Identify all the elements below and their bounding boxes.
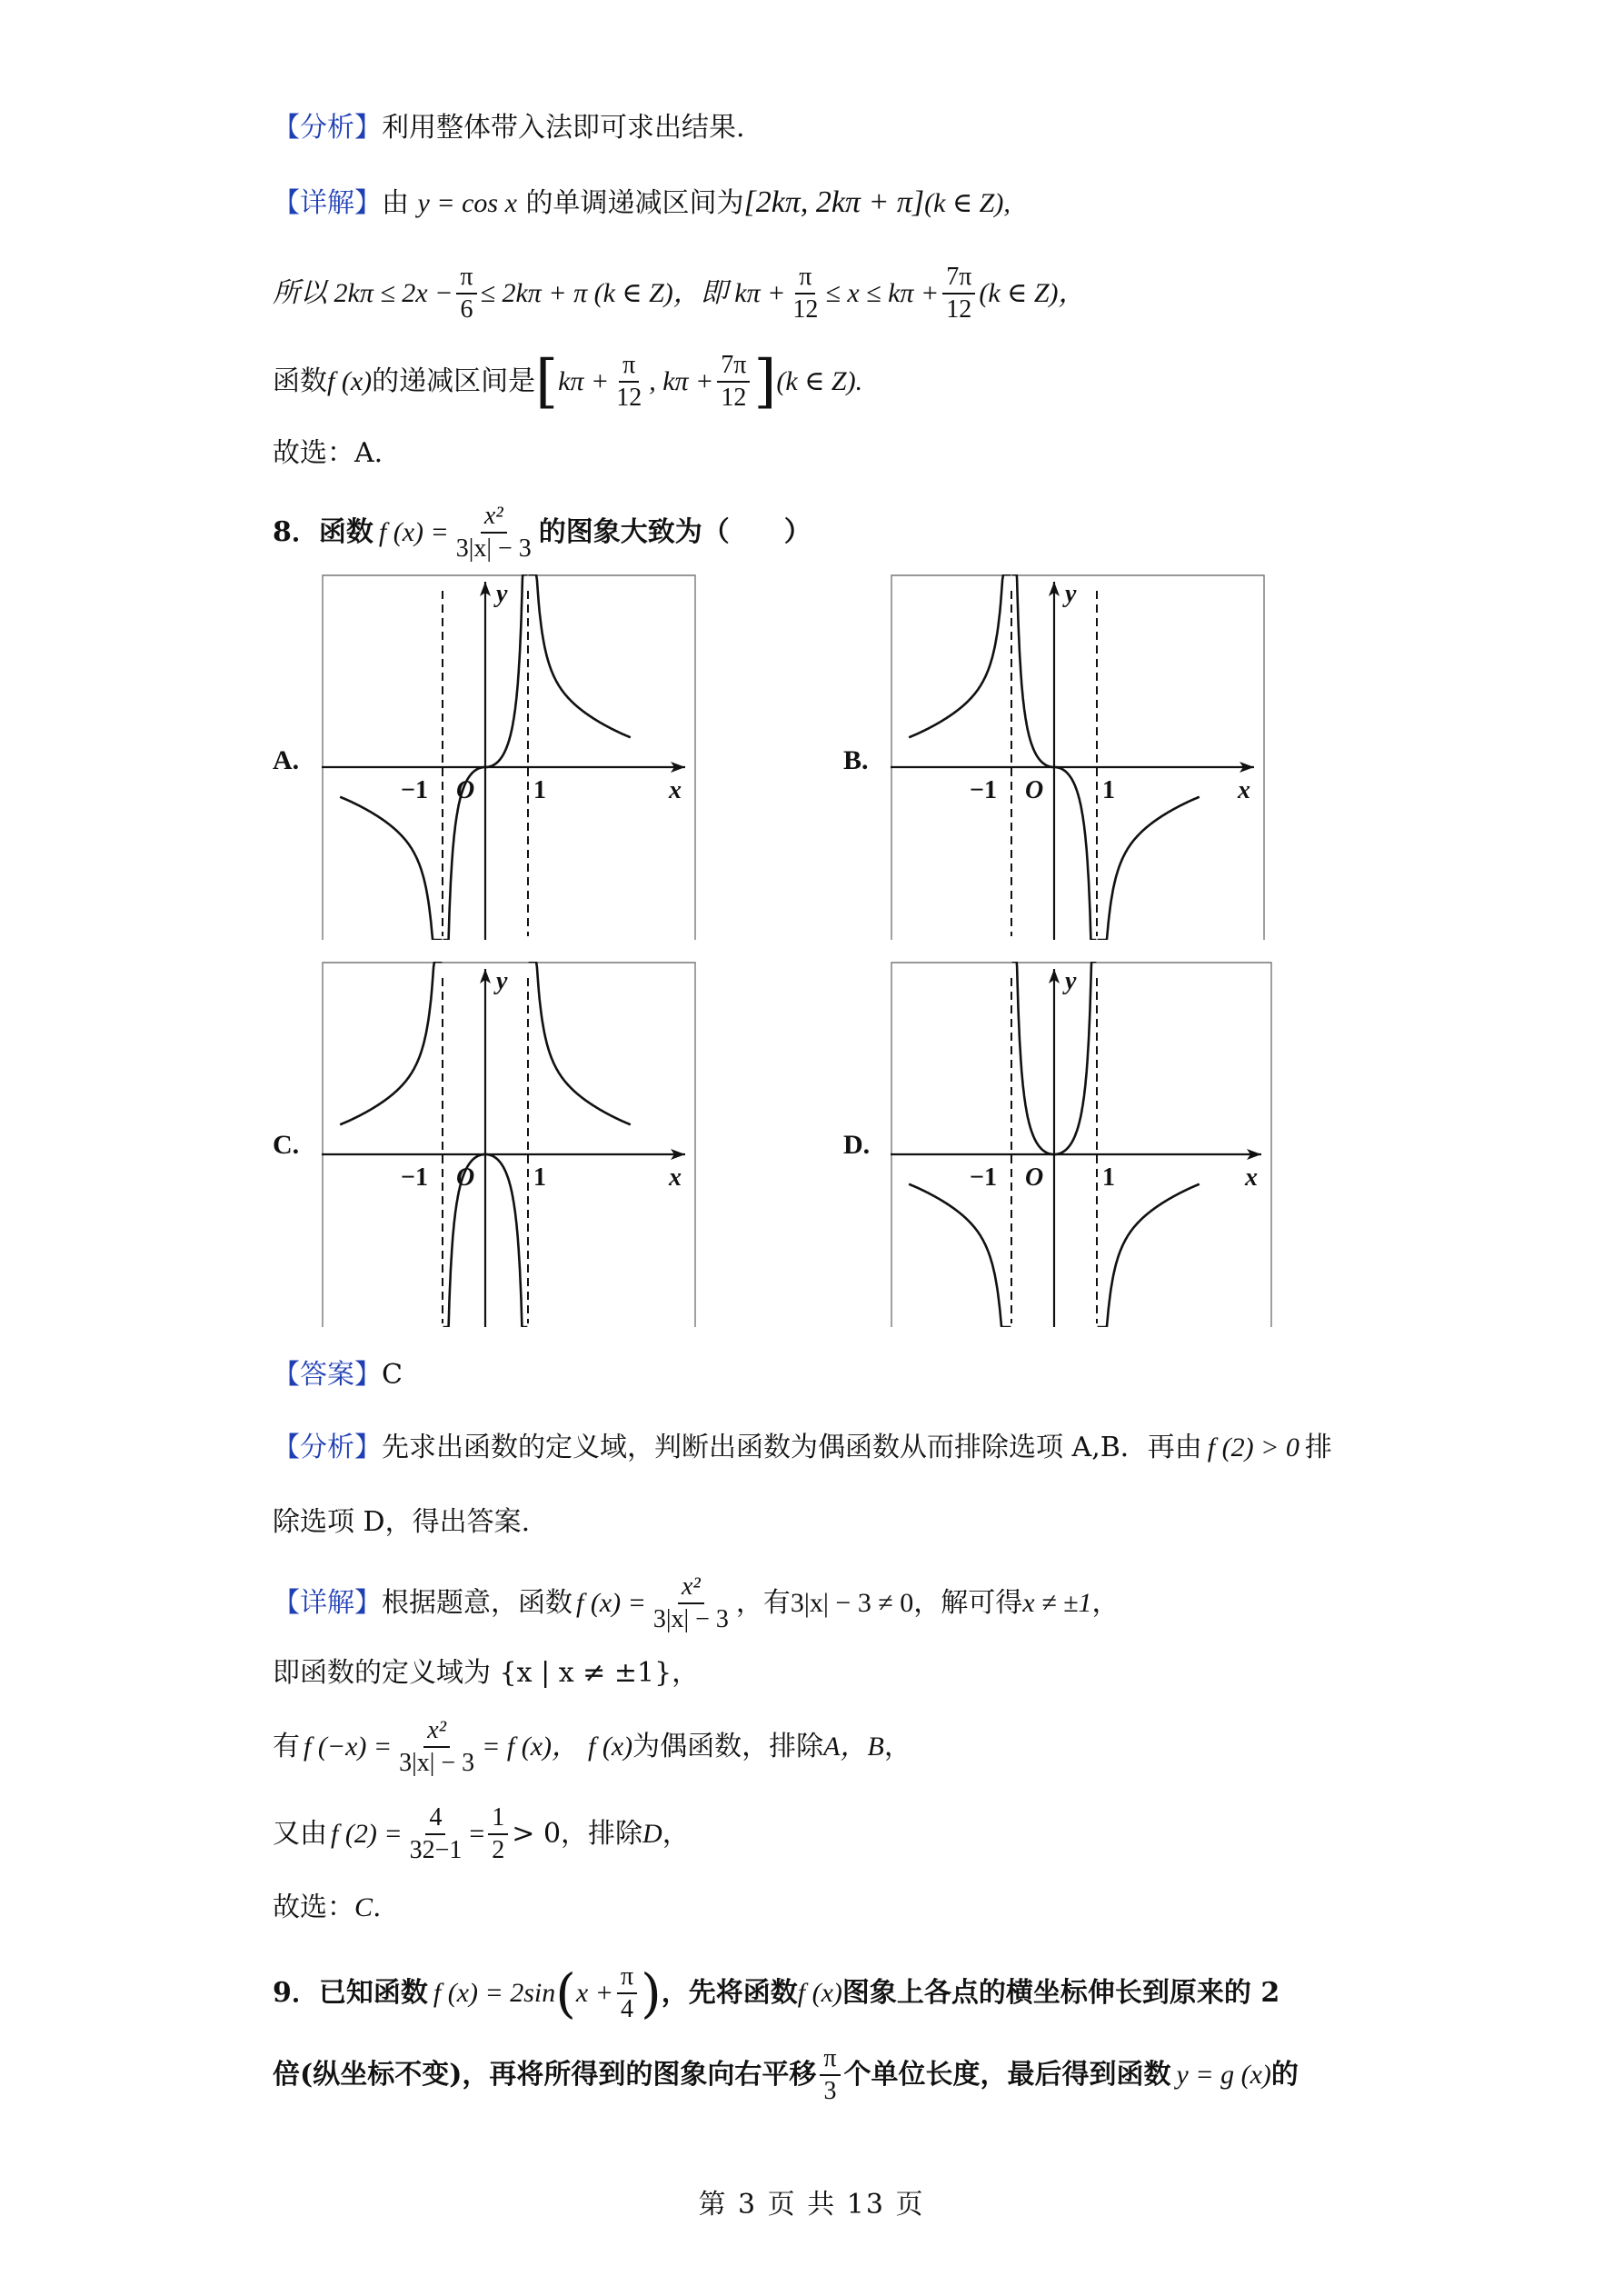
x-axis-label: x — [1238, 776, 1250, 804]
math-fx: f (x) = — [576, 1588, 646, 1618]
text: 的图象大致为（ ） — [538, 516, 812, 548]
frac-num: π — [820, 2046, 840, 2076]
math-text: kπ + — [558, 366, 610, 396]
math-cond: 3|x| − 3 ≠ 0 — [790, 1588, 914, 1618]
analysis-tag: 【分析】 — [273, 112, 382, 144]
frac-den: 6 — [460, 295, 473, 324]
frac-den: 12 — [792, 295, 819, 324]
math-text: ≤ x ≤ kπ + — [825, 278, 940, 308]
origin-label: O — [1025, 776, 1044, 804]
x-axis-label: x — [1245, 1163, 1258, 1192]
math-text: = — [469, 1819, 485, 1849]
tick-label-neg-one: −1 — [401, 1163, 428, 1192]
text: 故选： — [273, 1892, 354, 1923]
q8-stem — [273, 498, 1359, 567]
tick-label-pos-one: 1 — [1102, 1163, 1115, 1192]
q7-analysis-line — [273, 107, 1359, 149]
frac-num: 7π — [942, 265, 975, 294]
q8-analysis-line-2: 除选项 D，得出答案. — [273, 1506, 531, 1538]
math-fx: f (−x) = — [304, 1732, 393, 1762]
math-text: ≤ 2kπ + π (k ∈ Z)，即 kπ + — [480, 278, 786, 308]
frac-num: x² — [481, 504, 507, 534]
math-text: D — [642, 1819, 662, 1849]
math-text: 所以 2kπ ≤ 2x − — [273, 278, 453, 308]
math-fx: f (x) — [797, 1978, 842, 2008]
math-fx: f (2) = — [331, 1819, 403, 1849]
text: . — [373, 1892, 382, 1923]
fraction — [617, 1964, 637, 2022]
frac-den: 12 — [946, 295, 972, 324]
frac-num: π — [795, 265, 815, 294]
fraction — [456, 265, 476, 323]
fraction — [395, 1718, 478, 1776]
q9-line-1 — [273, 1954, 1359, 2032]
math-fx: f (x) — [588, 1732, 633, 1762]
math-fx: f (x) = 2sin — [433, 1978, 556, 2008]
curve-right-outer — [1098, 797, 1200, 940]
q7-detail-line-2 — [273, 262, 1359, 325]
frac-num: π — [617, 1964, 637, 1994]
curve-right-outer — [529, 574, 631, 737]
curve-right-outer — [1098, 1184, 1200, 1327]
text: 根据题意，函数 — [382, 1587, 573, 1619]
text: ， — [1091, 1587, 1120, 1619]
q8-choice — [273, 1887, 1359, 1929]
fraction — [488, 1805, 508, 1863]
origin-label: O — [456, 1163, 475, 1192]
frac-den: 3 — [823, 2077, 837, 2105]
graph-frame — [323, 575, 695, 940]
math-text: (k ∈ Z)， — [979, 278, 1086, 308]
answer-tag: 【答案】 — [273, 1359, 382, 1391]
q7-detail-line-1 — [273, 182, 1359, 225]
option-a-label: A. — [273, 745, 300, 775]
q7-detail-line-3 — [273, 344, 1359, 420]
text: 倍(纵坐标不变)，再将所得到的图象向右平移 — [273, 2059, 817, 2091]
q8-detail-line-1 — [273, 1567, 1359, 1640]
math-text: x + — [575, 1978, 613, 2008]
frac-den: 3|x| − 3 — [399, 1749, 475, 1777]
text: ，先将函数 — [661, 1977, 798, 2009]
frac-num: 7π — [717, 353, 750, 383]
text: 又由 — [273, 1818, 327, 1850]
frac-num: π — [456, 265, 476, 294]
tick-label-neg-one: −1 — [970, 1163, 997, 1192]
text: 先求出函数的定义域，判断出函数为偶函数从而排除选项 A,B．再由 — [382, 1432, 1202, 1463]
y-axis-label: y — [1065, 967, 1077, 995]
paren-open: ( — [555, 1962, 576, 2024]
graph-frame — [323, 963, 695, 1327]
frac-den: 32−1 — [409, 1836, 463, 1864]
text: ，有 — [735, 1587, 791, 1619]
question-number: 8． — [273, 516, 319, 548]
text: 排 — [1304, 1432, 1332, 1463]
math-expr: y = cos x — [417, 188, 517, 218]
y-axis-label: y — [496, 580, 508, 608]
text: 图象上各点的横坐标伸长到原来的 2 — [841, 1977, 1280, 2009]
bracket-close: ] — [753, 348, 777, 415]
text: 函数 — [273, 365, 327, 397]
tick-label-pos-one: 1 — [533, 1163, 546, 1192]
option-d-label: D. — [843, 1130, 871, 1160]
text: 有 — [273, 1731, 300, 1762]
fraction — [942, 265, 975, 323]
question-number: 9． — [273, 1977, 319, 2009]
text: 的 — [1270, 2059, 1299, 2091]
origin-label: O — [456, 776, 475, 804]
frac-den: 3|x| − 3 — [455, 534, 532, 563]
tick-label-pos-one: 1 — [533, 776, 546, 804]
text: 由 — [382, 187, 409, 219]
fraction — [789, 265, 821, 323]
text: 已知函数 — [318, 1977, 428, 2009]
option-b-label: B. — [843, 745, 869, 775]
frac-num: x² — [423, 1718, 450, 1748]
detail-tag: 【详解】 — [273, 187, 382, 219]
option-b-graph — [891, 574, 1265, 940]
math-cond: (k ∈ Z). — [776, 366, 863, 396]
math-fx: f (x) — [327, 366, 373, 396]
math-text: A，B — [823, 1732, 884, 1762]
frac-den: 2 — [492, 1836, 505, 1864]
text: 的递减区间是 — [372, 365, 536, 397]
x-axis-label: x — [669, 1163, 682, 1192]
q8-detail-line-3 — [273, 1711, 1359, 1783]
x-axis-label: x — [669, 776, 682, 804]
origin-label: O — [1025, 1163, 1044, 1192]
graph-frame — [891, 963, 1271, 1327]
detail-tag: 【详解】 — [273, 1587, 382, 1619]
fraction — [650, 1574, 732, 1632]
math-text: , kπ + — [649, 366, 714, 396]
q8-detail-line-2: 即函数的定义域为 {x | x ≠ ±1}， — [273, 1657, 700, 1689]
option-d-graph — [891, 962, 1272, 1327]
curve-left-outer — [340, 797, 442, 940]
math-expr: y = g (x) — [1176, 2060, 1271, 2090]
frac-num: 1 — [488, 1805, 508, 1835]
curve-left-outer — [340, 962, 442, 1124]
frac-den: 12 — [721, 384, 747, 412]
frac-den: 4 — [621, 1995, 634, 2023]
option-a-graph — [322, 574, 696, 940]
math-interval: [2kπ, 2kπ + π] — [743, 185, 925, 219]
math-cond: (k ∈ Z), — [924, 188, 1011, 218]
math-expr: f (2) > 0 — [1207, 1433, 1299, 1462]
q8-detail-line-4 — [273, 1798, 1359, 1871]
text: 为偶函数，排除 — [632, 1731, 824, 1762]
q8-answer-line — [273, 1354, 1359, 1396]
frac-num: π — [619, 353, 639, 383]
fraction — [717, 353, 750, 411]
y-axis-label: y — [496, 967, 508, 995]
tick-label-pos-one: 1 — [1102, 776, 1115, 804]
tick-label-neg-one: −1 — [401, 776, 428, 804]
paren-close: ) — [641, 1962, 662, 2024]
option-c-graph — [322, 962, 696, 1327]
analysis-text: 利用整体带入法即可求出结果. — [382, 112, 745, 144]
analysis-tag: 【分析】 — [273, 1432, 382, 1463]
text: ，解可得 — [913, 1587, 1023, 1619]
tick-label-neg-one: −1 — [970, 776, 997, 804]
fraction — [820, 2046, 840, 2104]
fraction — [406, 1805, 466, 1863]
curve-left-outer — [909, 1184, 1011, 1327]
frac-den: 3|x| − 3 — [652, 1605, 729, 1633]
q9-line-2 — [273, 2036, 1359, 2114]
q8-analysis-line-1 — [273, 1427, 1359, 1469]
page-footer: 第 3 页 共 13 页 — [698, 2189, 925, 2221]
fraction — [612, 353, 645, 411]
math-result: x ≠ ±1 — [1022, 1588, 1092, 1618]
option-c-label: C. — [273, 1130, 300, 1160]
frac-num: 4 — [425, 1805, 445, 1835]
curve-right-outer — [529, 962, 631, 1124]
math-text: = f (x)， — [482, 1732, 580, 1762]
q7-choice: 故选：A. — [273, 437, 383, 469]
answer-value: C — [382, 1359, 403, 1391]
frac-num: x² — [678, 1574, 704, 1604]
fraction — [453, 504, 535, 562]
text: 函数 — [318, 516, 373, 548]
text: ， — [883, 1731, 911, 1762]
text: 的单调递减区间为 — [525, 187, 744, 219]
y-axis-label: y — [1065, 580, 1077, 608]
text: 个单位长度，最后得到函数 — [843, 2059, 1171, 2091]
frac-den: 12 — [616, 384, 642, 412]
bracket-open: [ — [535, 348, 559, 415]
curve-left-outer — [909, 574, 1011, 737]
graph-frame — [891, 575, 1264, 940]
choice-letter: C — [354, 1892, 373, 1922]
math-fx: f (x) = — [378, 517, 449, 547]
text: > 0，排除 — [512, 1818, 643, 1850]
text: ， — [662, 1818, 690, 1850]
